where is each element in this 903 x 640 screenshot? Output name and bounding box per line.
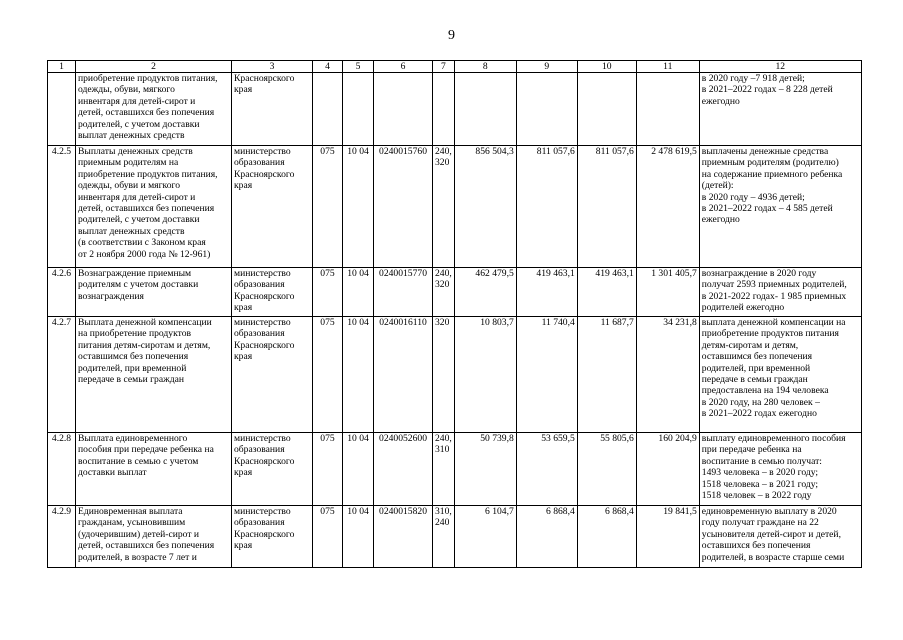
amount-2021-cell [516, 73, 577, 146]
executor-line: Красноярского [234, 455, 295, 467]
measure-name-line: на приобретение продуктов [78, 328, 192, 340]
expected-result-line: приемным родителям (родителю) [701, 157, 839, 169]
executor-line: края [234, 302, 253, 314]
target-article-code-cell [374, 73, 433, 146]
expense-type-code-line: 320 [435, 157, 450, 169]
expected-result-line: в 2020 году –7 918 детей; [701, 73, 805, 84]
measure-name-cell [76, 268, 232, 317]
expected-result-line: единовременную выплату в 2020 [701, 506, 837, 517]
executor-line: министерство [234, 433, 291, 444]
expected-result-line: (детей): [701, 180, 734, 192]
expected-result-line: получат 2593 приемных родителей, [701, 279, 847, 291]
measure-name-line: от 2 ноября 2000 года № 12-961) [78, 248, 211, 260]
expected-result-line: предоставлена на 194 человека [701, 385, 829, 397]
expected-result-cell [699, 73, 861, 146]
target-article-code-cell: 0240015770 [374, 268, 433, 317]
executor-cell [232, 317, 313, 433]
column-header: 5 [343, 61, 374, 73]
executor-line: образования [234, 328, 285, 340]
expense-type-code-line: 320 [435, 279, 450, 291]
measure-name-line: (удочерившим) детей-сирот и [78, 528, 200, 540]
expected-result-line: 1493 человека – в 2020 году; [701, 467, 819, 479]
measure-name-line: родителям с учетом доставки [78, 279, 199, 291]
expense-type-code-line: 240 [435, 517, 450, 529]
table-row [48, 433, 862, 506]
amount-2020-cell: 6 104,7 [454, 506, 516, 568]
row-number-cell: 4.2.7 [48, 317, 76, 433]
grbs-code-cell [313, 73, 343, 146]
expected-result-line: детям-сиротам и детям, [701, 339, 799, 351]
amount-total-cell: 34 231,8 [636, 317, 699, 433]
grbs-code-cell: 075 [313, 506, 343, 568]
measure-name-line: родителей, при временной [78, 362, 187, 374]
expected-result-line: на содержание приемного ребенка [701, 168, 843, 180]
expected-result-line: родителей ежегодно [701, 302, 785, 314]
column-header-row [48, 61, 862, 73]
grbs-code-cell: 075 [313, 433, 343, 506]
executor-line: образования [234, 279, 285, 291]
expected-result-line: передаче в семьи граждан [701, 374, 808, 386]
column-header: 6 [374, 61, 433, 73]
grbs-code-cell: 075 [313, 268, 343, 317]
section-code-cell: 10 04 [343, 433, 374, 506]
amount-2022-cell: 11 687,7 [577, 317, 636, 433]
expected-result-cell [699, 433, 861, 506]
measure-name-line: Вознаграждение приемным [78, 268, 192, 279]
expected-result-line: 1518 человека – в 2021 году; [701, 478, 819, 490]
measure-name-line: (в соответствии с Законом края [78, 237, 206, 249]
expected-result-line: в 2021–2022 годах ежегодно [701, 408, 817, 420]
expected-result-line: году получат граждане на 22 [701, 517, 819, 529]
measure-name-line: родителей, с учетом доставки [78, 214, 200, 226]
expense-type-code-cell [433, 73, 455, 146]
expected-result-line: оставшихся без попечения [701, 540, 811, 552]
amount-2022-cell [577, 73, 636, 146]
measure-name-line: детей, оставшихся без попечения [78, 540, 215, 552]
target-article-code-cell: 0240015820 [374, 506, 433, 568]
grbs-code-cell: 075 [313, 146, 343, 268]
expense-type-code-line: 240, [435, 268, 452, 279]
amount-total-cell: 160 204,9 [636, 433, 699, 506]
measure-name-line: выплат денежных средств [78, 225, 185, 237]
amount-2020-cell: 462 479,5 [454, 268, 516, 317]
expected-result-line: ежегодно [701, 95, 740, 107]
measure-name-line: гражданам, усыновившим [78, 517, 186, 529]
amount-2020-cell [454, 73, 516, 146]
column-header: 4 [313, 61, 343, 73]
executor-line: министерство [234, 146, 291, 157]
expense-type-code-cell [433, 433, 455, 506]
table-row [48, 506, 862, 568]
amount-2020-cell: 10 803,7 [454, 317, 516, 433]
measure-name-line: родителей, с учетом доставки [78, 118, 200, 130]
expected-result-line: при передаче ребенка на [701, 444, 802, 456]
measure-name-line: приемным родителям на [78, 157, 179, 169]
executor-cell [232, 268, 313, 317]
amount-2021-cell: 6 868,4 [516, 506, 577, 568]
amount-2020-cell: 50 739,8 [454, 433, 516, 506]
row-number-cell: 4.2.8 [48, 433, 76, 506]
measure-name-line: вознаграждения [78, 290, 144, 302]
expected-result-line: оставшимся без попечения [701, 351, 813, 363]
row-number-cell [48, 73, 76, 146]
expected-result-cell [699, 268, 861, 317]
column-header: 9 [516, 61, 577, 73]
executor-line: министерство [234, 506, 291, 517]
measure-name-line: Выплата денежной компенсации [78, 317, 212, 328]
expected-result-cell [699, 146, 861, 268]
measure-name-line: детей, оставшихся без попечения [78, 203, 215, 215]
section-code-cell: 10 04 [343, 317, 374, 433]
target-article-code-cell: 0240016110 [374, 317, 433, 433]
section-code-cell: 10 04 [343, 268, 374, 317]
executor-cell [232, 433, 313, 506]
measure-name-line: одежды, обуви, мягкого [78, 84, 175, 96]
executor-line: края [234, 180, 253, 192]
measure-name-line: Единовременная выплата [78, 506, 183, 517]
column-header: 12 [699, 61, 861, 73]
measure-name-line: родителей, в возрасте 7 лет и [78, 551, 197, 563]
measure-name-line: инвентаря для детей-сирот и [78, 191, 196, 203]
measure-name-line: Выплата единовременного [78, 433, 188, 444]
row-number-cell: 4.2.6 [48, 268, 76, 317]
amount-total-cell: 19 841,5 [636, 506, 699, 568]
measure-name-line: питания детям-сиротам и детям, [78, 339, 211, 351]
measure-name-line: пособия при передаче ребенка на [78, 444, 214, 456]
column-header: 1 [48, 61, 76, 73]
amount-2020-cell: 856 504,3 [454, 146, 516, 268]
executor-line: Красноярского [234, 339, 295, 351]
expected-result-line: в 2020 году, на 280 человек – [701, 396, 820, 408]
expense-type-code-cell [433, 146, 455, 268]
row-number-cell: 4.2.5 [48, 146, 76, 268]
page-number: 9 [448, 28, 455, 43]
executor-line: края [234, 351, 253, 363]
expected-result-line: выплата денежной компенсации на [701, 317, 846, 328]
executor-cell [232, 73, 313, 146]
expense-type-code-line: 240, [435, 146, 452, 157]
amount-total-cell: 2 478 619,5 [636, 146, 699, 268]
executor-line: Красноярского [234, 290, 295, 302]
column-header: 2 [76, 61, 232, 73]
table-row [48, 317, 862, 433]
column-header: 11 [636, 61, 699, 73]
measure-name-cell [76, 317, 232, 433]
measure-name-line: приобретение продуктов питания, [78, 73, 218, 84]
expense-type-code-line: 240, [435, 433, 452, 444]
measure-name-cell [76, 146, 232, 268]
grbs-code-cell: 075 [313, 317, 343, 433]
amount-2022-cell: 419 463,1 [577, 268, 636, 317]
amount-2021-cell: 11 740,4 [516, 317, 577, 433]
table-row [48, 73, 862, 146]
column-header: 10 [577, 61, 636, 73]
expected-result-line: выплату единовременного пособия [701, 433, 846, 444]
executor-cell [232, 506, 313, 568]
expected-result-cell [699, 506, 861, 568]
measure-name-line: выплат денежных средств [78, 130, 185, 142]
expense-type-code-line: 310 [435, 444, 450, 456]
executor-line: Красноярского [234, 73, 295, 84]
executor-line: Красноярского [234, 528, 295, 540]
measure-name-cell [76, 73, 232, 146]
executor-line: края [234, 467, 253, 479]
amount-2021-cell: 419 463,1 [516, 268, 577, 317]
table-row [48, 146, 862, 268]
program-table [47, 60, 862, 568]
section-code-cell: 10 04 [343, 146, 374, 268]
amount-2022-cell: 6 868,4 [577, 506, 636, 568]
amount-2021-cell: 811 057,6 [516, 146, 577, 268]
measure-name-line: одежды, обуви и мягкого [78, 180, 180, 192]
target-article-code-cell: 0240015760 [374, 146, 433, 268]
measure-name-cell [76, 433, 232, 506]
amount-2022-cell: 55 805,6 [577, 433, 636, 506]
amount-2022-cell: 811 057,6 [577, 146, 636, 268]
measure-name-line: доставки выплат [78, 467, 147, 479]
expected-result-line: родителей, в возрасте старше семи [701, 551, 845, 563]
expected-result-line: вознаграждение в 2020 году [701, 268, 817, 279]
measure-name-line: приобретение продуктов питания, [78, 168, 218, 180]
expense-type-code-cell [433, 506, 455, 568]
measure-name-cell [76, 506, 232, 568]
expected-result-line: 1518 человек – в 2022 году [701, 490, 812, 502]
expense-type-code-cell [433, 268, 455, 317]
executor-line: образования [234, 517, 285, 529]
expected-result-line: воспитание в семью получат: [701, 455, 822, 467]
executor-line: Красноярского [234, 168, 295, 180]
column-header: 3 [232, 61, 313, 73]
expense-type-code-line: 320 [435, 317, 450, 328]
expected-result-line: в 2020 году – 4936 детей; [701, 191, 805, 203]
target-article-code-cell: 0240052600 [374, 433, 433, 506]
executor-line: края [234, 540, 253, 552]
measure-name-line: детей, оставшихся без попечения [78, 107, 215, 119]
measure-name-line: воспитание в семью с учетом [78, 455, 199, 467]
expected-result-line: ежегодно [701, 214, 740, 226]
expected-result-line: в 2021–2022 годах – 8 228 детей [701, 84, 833, 96]
amount-total-cell [636, 73, 699, 146]
expected-result-line: приобретение продуктов питания [701, 328, 839, 340]
expected-result-line: усыновителя детей-сирот и детей, [701, 528, 841, 540]
measure-name-line: Выплаты денежных средств [78, 146, 193, 157]
amount-total-cell: 1 301 405,7 [636, 268, 699, 317]
executor-line: образования [234, 444, 285, 456]
expected-result-cell [699, 317, 861, 433]
measure-name-line: оставшимся без попечения [78, 351, 189, 363]
expected-result-line: в 2021-2022 годах- 1 985 приемных [701, 290, 847, 302]
column-header: 7 [433, 61, 455, 73]
expected-result-line: выплачены денежные средства [701, 146, 829, 157]
executor-line: образования [234, 157, 285, 169]
executor-line: министерство [234, 317, 291, 328]
column-header: 8 [454, 61, 516, 73]
table-row [48, 268, 862, 317]
amount-2021-cell: 53 659,5 [516, 433, 577, 506]
section-code-cell [343, 73, 374, 146]
row-number-cell: 4.2.9 [48, 506, 76, 568]
executor-line: министерство [234, 268, 291, 279]
section-code-cell: 10 04 [343, 506, 374, 568]
executor-line: края [234, 84, 253, 96]
executor-cell [232, 146, 313, 268]
expected-result-line: в 2021–2022 годах – 4 585 детей [701, 203, 833, 215]
expense-type-code-cell [433, 317, 455, 433]
measure-name-line: инвентаря для детей-сирот и [78, 95, 196, 107]
expense-type-code-line: 310, [435, 506, 452, 517]
measure-name-line: передаче в семьи граждан [78, 374, 184, 386]
expected-result-line: родителей, при временной [701, 362, 811, 374]
